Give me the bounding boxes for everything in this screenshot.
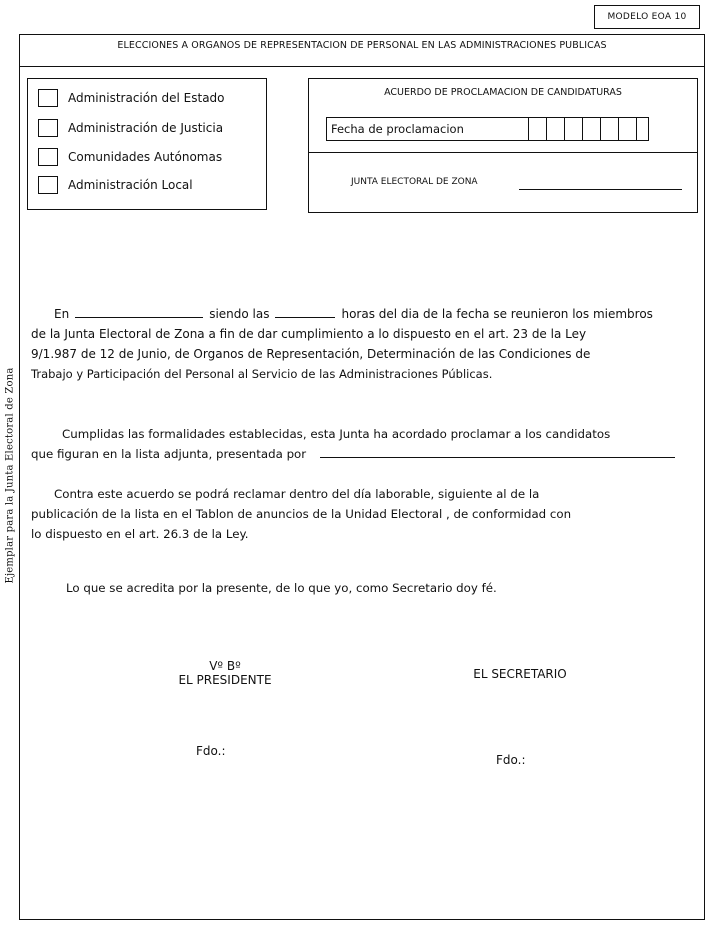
text: lo dispuesto en el art. 26.3 de la Ley. — [31, 527, 249, 541]
place-blank[interactable] — [75, 305, 203, 318]
secretario-label: EL SECRETARIO — [473, 667, 567, 681]
acuerdo-box — [308, 78, 698, 213]
paragraph-candidatos — [31, 424, 701, 464]
text: de la Junta Electoral de Zona a fin de dar cumplimiento a lo dispuesto en el art. 23 de la Ley — [31, 327, 587, 341]
admin-option-local[interactable] — [38, 176, 193, 194]
fdo-secretario-label: Fdo.: — [496, 753, 526, 767]
text: Cumplidas las formalidades establecidas, esta Junta ha acordado proclamar a los candidatos — [62, 427, 611, 441]
text: siendo las — [209, 307, 270, 321]
checkbox[interactable] — [38, 176, 58, 194]
text: 9/1.987 de 12 de Junio, de Organos de Representación, Determinación de las Condiciones de — [31, 347, 591, 361]
text: publicación de la lista en el Tablon de anuncios de la Unidad Electoral , de conformidad con — [31, 507, 572, 521]
date-cell-divider — [636, 118, 637, 140]
text: Trabajo y Participación del Personal al Servicio de las Administraciones Públicas. — [31, 367, 493, 381]
date-cell-divider — [528, 118, 529, 140]
presidente-label: EL PRESIDENTE — [178, 673, 272, 687]
administration-box — [27, 78, 267, 210]
admin-option-estado[interactable] — [38, 89, 225, 107]
admin-option-label: Administración del Estado — [68, 91, 225, 105]
header-title: ELECCIONES A ORGANOS DE REPRESENTACION DE PERSONAL EN LAS ADMINISTRACIONES PUBLICAS — [117, 40, 607, 51]
paragraph-reunion — [31, 304, 691, 384]
model-label: MODELO EOA 10 — [594, 5, 700, 29]
date-cell-divider — [582, 118, 583, 140]
checkbox[interactable] — [38, 148, 58, 166]
admin-option-comunidades[interactable] — [38, 148, 222, 166]
fecha-proclamacion-field[interactable] — [326, 117, 649, 141]
admin-option-justicia[interactable] — [38, 119, 223, 137]
date-cell-divider — [618, 118, 619, 140]
date-cell-divider — [600, 118, 601, 140]
junta-label: JUNTA ELECTORAL DE ZONA — [351, 177, 478, 187]
date-cell-divider — [546, 118, 547, 140]
hour-blank[interactable] — [275, 305, 335, 318]
paragraph-acredita: Lo que se acredita por la presente, de lo que yo, como Secretario doy fé. — [66, 581, 497, 595]
side-note: Ejemplar para la Junta Electoral de Zona — [4, 367, 16, 584]
text: En — [54, 307, 70, 321]
paragraph-reclamacion — [31, 484, 701, 544]
text: que figuran en la lista adjunta, presentada por — [31, 447, 307, 461]
checkbox[interactable] — [38, 89, 58, 107]
acuerdo-divider — [309, 152, 697, 153]
header-divider — [19, 66, 705, 67]
date-cell-divider — [564, 118, 565, 140]
fdo-presidente-label: Fdo.: — [196, 744, 226, 758]
vobo-label: Vº Bº — [209, 659, 241, 673]
text: Contra este acuerdo se podrá reclamar dentro del día laborable, siguiente al de la — [54, 487, 540, 501]
admin-option-label: Administración Local — [68, 178, 193, 192]
admin-option-label: Comunidades Autónomas — [68, 150, 223, 164]
presidente-signature-block — [160, 659, 290, 687]
text: horas del dia de la fecha se reunieron los miembros — [341, 307, 653, 321]
presentada-por-blank[interactable] — [320, 445, 675, 458]
checkbox[interactable] — [38, 119, 58, 137]
admin-option-label: Administración de Justicia — [68, 121, 224, 135]
acuerdo-title: ACUERDO DE PROCLAMACION DE CANDIDATURAS — [384, 87, 622, 98]
fecha-label: Fecha de proclamacion — [331, 122, 464, 136]
junta-input-line[interactable] — [519, 189, 682, 190]
